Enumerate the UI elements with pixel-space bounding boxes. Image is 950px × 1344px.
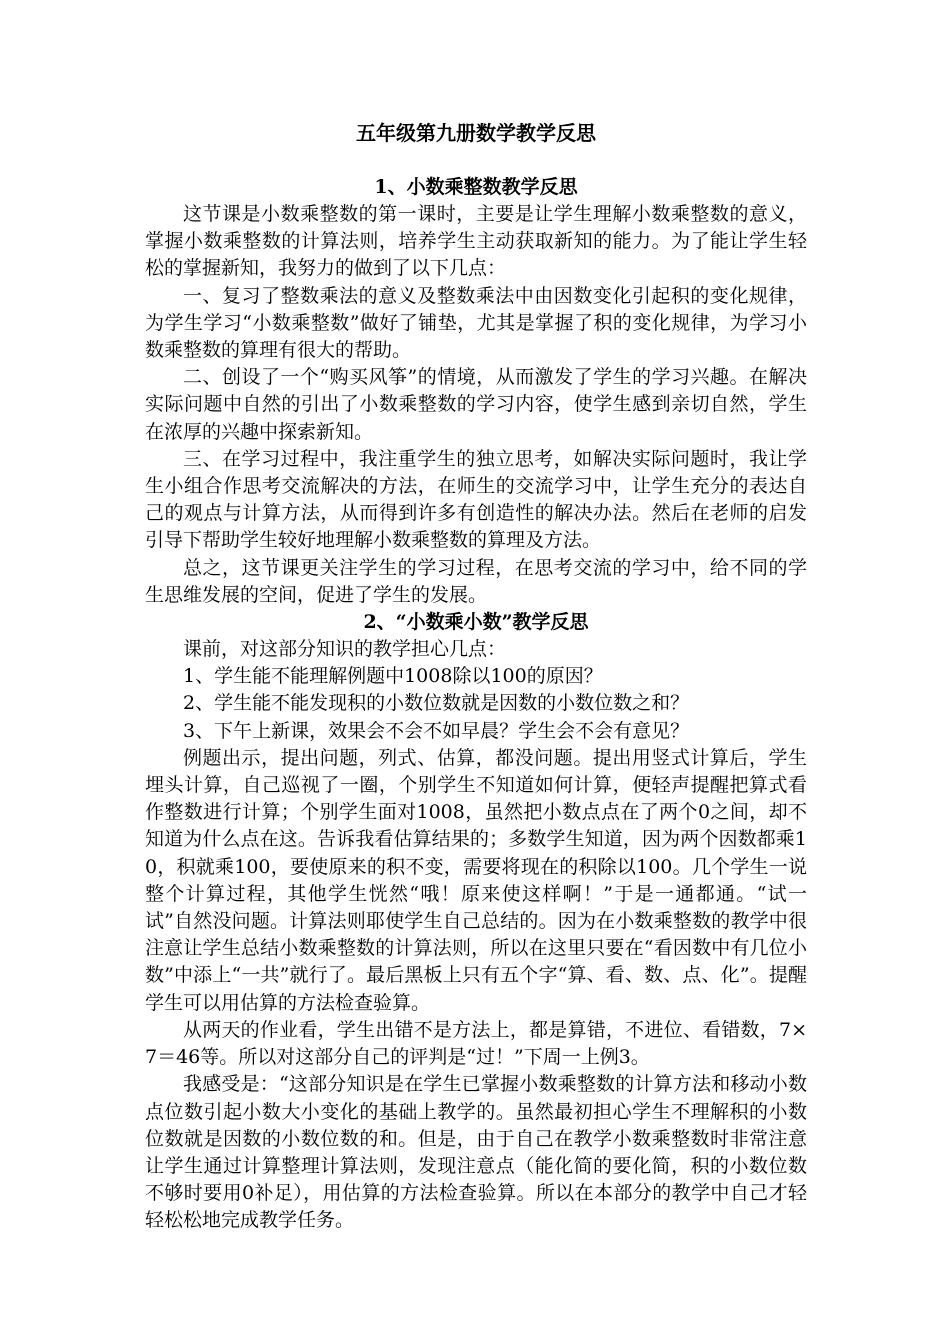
paragraph: 例题出示，提出问题，列式、估算，都没问题。提出用竖式计算后，学生埋头计算，自己巡视了一圈，个别学生不知道如何计算，便轻声提醒把算式看作整数进行计算；个别学生面对1008，虽然把小数点点在了两个0之间，却不知道为什么点在这。告诉我看估算结果的；多数学生知道，因为两个因数都乘10，积就乘100，要使原来的积不变，需要将现在的积除以100。几个学生一说整个计算过程，其他学生恍然“哦！原来使这样啊！”于是一通都通。“试一试”自然没问题。计算法则耶使学生自己总结的。因为在小数乘整数的教学中很注意让学生总结小数乘整数的计算法则，所以在这里只要在“看因数中有几位小数”中添上“一共”就行了。最后黑板上只有五个字“算、看、数、点、化”。提醒学生可以用估算的方法检查验算。 bbox=[145, 746, 807, 1014]
document-page bbox=[145, 118, 807, 1235]
paragraph: 3、下午上新课，效果会不会不如早晨？学生会不会有意见？ bbox=[183, 719, 690, 742]
section-heading: 1、小数乘整数教学反思 bbox=[374, 176, 578, 198]
paragraph: 2、学生能不能发现积的小数位数就是因数的小数位数之和？ bbox=[183, 692, 690, 715]
paragraph: 这节课是小数乘整数的第一课时，主要是让学生理解小数乘整数的意义，掌握小数乘整数的计算法则，培养学生主动获取新知的能力。为了能让学生轻松的掌握新知，我努力的做到了以下几点： bbox=[145, 203, 807, 280]
document-title: 五年级第九册数学教学反思 bbox=[356, 121, 596, 145]
paragraph: 课前，对这部分知识的教学担心几点： bbox=[183, 638, 507, 661]
section-2 bbox=[145, 609, 807, 1234]
section-1 bbox=[145, 174, 807, 609]
paragraph: 1、学生能不能理解例题中1008除以100的原因？ bbox=[183, 665, 603, 688]
paragraph: 总之，这节课更关注学生的学习过程，在思考交流的学习中，给不同的学生思维发展的空间，促进了学生的发展。 bbox=[145, 556, 807, 606]
section-heading: 2、“小数乘小数”教学反思 bbox=[363, 611, 589, 634]
paragraph: 三、在学习过程中，我注重学生的独立思考，如解决实际问题时，我让学生小组合作思考交流解决的方法，在师生的交流学习中，让学生充分的表达自己的观点与计算方法，从而得到许多有创造性的解决办法。然后在老师的启发引导下帮助学生较好地理解小数乘整数的算理及方法。 bbox=[145, 447, 807, 552]
paragraph: 从两天的作业看，学生出错不是方法上，都是算错，不进位、看错数，7×7＝46等。所以对这部分自己的评判是“过！”下周一上例3。 bbox=[145, 1018, 807, 1069]
paragraph: 一、复习了整数乘法的意义及整数乘法中由因数变化引起积的变化规律，为学生学习“小数乘整数”做好了铺垫，尤其是掌握了积的变化规律，为学习小数乘整数的算理有很大的帮助。 bbox=[145, 284, 807, 362]
paragraph: 二、创设了一个“购买风筝”的情境，从而激发了学生的学习兴趣。在解决实际问题中自然的引出了小数乘整数的学习内容，使学生感到亲切自然，学生在浓厚的兴趣中探索新知。 bbox=[145, 366, 807, 443]
paragraph: 我感受是：“这部分知识是在学生已掌握小数乘整数的计算方法和移动小数点位数引起小数大小变化的基础上教学的。虽然最初担心学生不理解积的小数位数就是因数的小数位数的和。但是，由于自己在教学小数乘整数时非常注意让学生通过计算整理计算法则，发现注意点（能化简的要化简，积的小数位数不够时要用0补足），用估算的方法检查验算。所以在本部分的教学中自己才轻轻松松地完成教学任务。 bbox=[145, 1073, 807, 1232]
